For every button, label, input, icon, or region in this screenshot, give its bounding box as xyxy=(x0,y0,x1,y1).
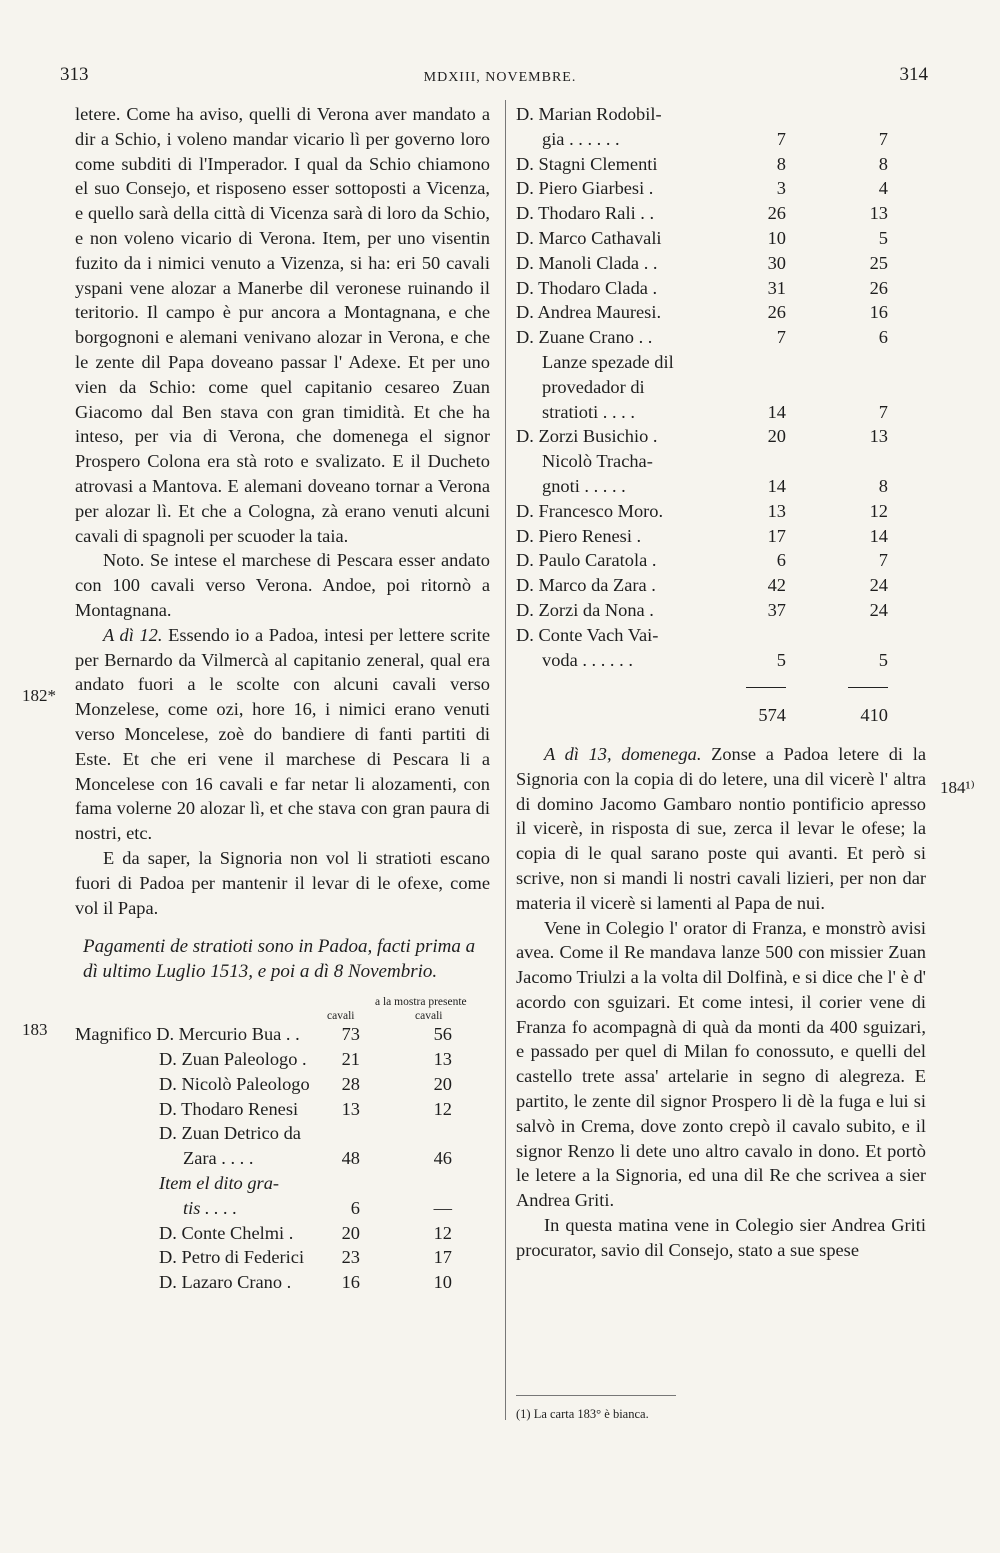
row-value-b xyxy=(796,375,926,400)
row-value-a xyxy=(746,375,796,400)
row-value-a: 13 xyxy=(341,1098,360,1119)
row-value-a: 21 xyxy=(341,1049,360,1070)
total-rule xyxy=(746,687,786,698)
row-value-b: 14 xyxy=(869,525,888,546)
table-row xyxy=(516,474,926,499)
footnote-rule xyxy=(516,1395,676,1396)
paragraph-text: E da saper, la Signoria non vol li stratioti escano fuori di Padoa per mantenir il levar di le ofexe, come vol il Papa. xyxy=(75,847,490,918)
table-row xyxy=(516,300,926,325)
row-value-a: 14 xyxy=(767,475,786,496)
row-value-b: 12 xyxy=(869,500,888,521)
table-row xyxy=(516,524,926,549)
total-row xyxy=(516,703,926,728)
row-value-a: 30 xyxy=(767,252,786,273)
table-row xyxy=(75,1196,490,1221)
row-value-b: 46 xyxy=(433,1148,452,1169)
row-value-a: 8 xyxy=(776,153,786,174)
row-value-a: 3 xyxy=(776,178,786,199)
left-page-number: 313 xyxy=(60,64,89,85)
column-header-cavali-presente: cavali xyxy=(415,1010,443,1023)
row-value-a: 17 xyxy=(767,525,786,546)
table-row xyxy=(516,102,926,127)
row-name: D. Andrea Mauresi. xyxy=(516,302,662,323)
row-name: Item el dito gra- xyxy=(159,1173,280,1194)
table-row xyxy=(75,1171,490,1196)
row-value-a xyxy=(746,102,796,127)
row-name: Lanze spezade dil xyxy=(542,351,674,372)
row-name: Zara . . . . xyxy=(183,1148,254,1169)
section-heading: Pagamenti de stratioti sono in Padoa, facti prima a dì ultimo Luglio 1513, e poi a dì 8 Novembrio. xyxy=(83,936,476,983)
row-value-a: 37 xyxy=(767,599,786,620)
paragraph-text: Essendo io a Padoa, intesi per lettere scrite per Bernardo da Vilmercà al capitanio zeneral, qual era andato fuori a le scolte con alcuni cavali verso Monzelese, come ozi, hore 16, i nimici erano venuti verso Moncelese, zoè do bandiere di fanti partiti di Este. Et che eri vene il marchese di Pescara li a Moncelese con 16 cavali e far netar li alozamenti, con fama volerne 20 alozar lì, et che stava con gran paura di nostri, etc. xyxy=(75,624,490,844)
row-name: D. Zuan Paleologo . xyxy=(159,1049,307,1070)
table-row xyxy=(75,1072,490,1097)
row-value-a xyxy=(325,1171,370,1196)
table-row xyxy=(516,449,926,474)
row-name: tis . . . . xyxy=(183,1197,238,1218)
row-value-b: 8 xyxy=(878,475,888,496)
row-value-b: 26 xyxy=(869,277,888,298)
row-value-a: 6 xyxy=(776,550,786,571)
row-name: D. Thodaro Rali . . xyxy=(516,203,655,224)
row-value-b: 56 xyxy=(433,1024,452,1045)
row-value-b: 13 xyxy=(869,203,888,224)
row-value-a: 20 xyxy=(767,426,786,447)
row-value-b: 24 xyxy=(869,575,888,596)
row-value-a xyxy=(746,449,796,474)
row-value-b xyxy=(370,1121,490,1146)
table-row xyxy=(75,1146,490,1171)
row-value-b xyxy=(796,449,926,474)
row-value-b: 24 xyxy=(869,599,888,620)
row-name: D. Thodaro Clada . xyxy=(516,277,658,298)
row-name: D. Zorzi da Nona . xyxy=(516,599,654,620)
table-row xyxy=(75,1047,490,1072)
row-value-a: 6 xyxy=(350,1197,360,1218)
row-value-b: 8 xyxy=(878,153,888,174)
row-value-a: 26 xyxy=(767,203,786,224)
table-row xyxy=(516,375,926,400)
row-name: D. Zuan Detrico da xyxy=(159,1123,301,1144)
table-row xyxy=(516,251,926,276)
row-name: gnoti . . . . . xyxy=(542,475,626,496)
table-row xyxy=(516,548,926,573)
column-header-mostra: a la mostra presente xyxy=(375,996,467,1009)
row-name: D. Petro di Federici xyxy=(159,1247,305,1268)
row-value-b: 25 xyxy=(869,252,888,273)
row-name: D. Zorzi Busichio . xyxy=(516,426,658,447)
table-row xyxy=(516,400,926,425)
table-row xyxy=(516,573,926,598)
table-row xyxy=(516,127,926,152)
paragraph xyxy=(75,548,490,622)
margin-note-184: 184¹⁾ xyxy=(940,778,975,797)
total-rule-row xyxy=(516,672,926,703)
table-row xyxy=(75,1121,490,1146)
row-name: D. Piero Renesi . xyxy=(516,525,642,546)
row-value-a xyxy=(746,350,796,375)
row-value-b xyxy=(796,623,926,648)
table-row xyxy=(75,1221,490,1246)
table-row xyxy=(516,623,926,648)
row-name: D. Conte Vach Vai- xyxy=(516,624,659,645)
table-row xyxy=(516,325,926,350)
row-value-b: 12 xyxy=(433,1098,452,1119)
row-value-a: 20 xyxy=(341,1222,360,1243)
row-value-b: 12 xyxy=(433,1222,452,1243)
table-row xyxy=(516,424,926,449)
paragraph xyxy=(516,916,926,1214)
row-value-b xyxy=(370,1171,490,1196)
row-name: D. Conte Chelmi . xyxy=(159,1222,294,1243)
table-row xyxy=(516,350,926,375)
row-value-b: 5 xyxy=(878,649,888,670)
row-value-b: 16 xyxy=(869,302,888,323)
row-value-b: 13 xyxy=(869,426,888,447)
right-column xyxy=(516,102,926,1263)
table-row xyxy=(75,1245,490,1270)
row-value-a: 28 xyxy=(341,1073,360,1094)
row-value-b: 17 xyxy=(433,1247,452,1268)
table-row xyxy=(516,226,926,251)
row-name: gia . . . . . . xyxy=(542,128,620,149)
row-value-b xyxy=(796,102,926,127)
table-row xyxy=(516,201,926,226)
date-lead: A dì 12. xyxy=(103,624,163,645)
table-row xyxy=(516,152,926,177)
row-value-a: 7 xyxy=(776,128,786,149)
row-name: Magnifico D. Mercurio Bua . . xyxy=(75,1024,300,1045)
row-value-a: 26 xyxy=(767,302,786,323)
row-value-a: 73 xyxy=(341,1024,360,1045)
margin-note-183: 183 xyxy=(22,1020,48,1039)
row-value-a: 5 xyxy=(776,649,786,670)
paragraph xyxy=(75,846,490,920)
paragraph xyxy=(75,623,490,846)
total-b: 410 xyxy=(860,705,888,726)
row-name: D. Paulo Caratola . xyxy=(516,550,657,571)
row-name: D. Francesco Moro. xyxy=(516,500,664,521)
row-name: D. Marian Rodobil- xyxy=(516,104,662,124)
row-value-a: 7 xyxy=(776,327,786,348)
row-name: D. Piero Giarbesi . xyxy=(516,178,654,199)
margin-note-182: 182* xyxy=(22,686,56,705)
paragraph xyxy=(75,102,490,548)
row-value-b: — xyxy=(433,1197,452,1218)
payment-table-right xyxy=(516,102,926,728)
table-row xyxy=(516,176,926,201)
column-header-cavali: cavali xyxy=(327,1010,355,1023)
row-name: D. Stagni Clementi xyxy=(516,153,658,174)
column-divider xyxy=(505,100,506,1420)
row-value-b: 20 xyxy=(433,1073,452,1094)
paragraph-text: In questa matina vene in Colegio sier Andrea Griti procurator, savio dil Consejo, stato a sue spese xyxy=(516,1215,926,1260)
footnote: (1) La carta 183° è bianca. xyxy=(516,1407,649,1421)
row-name: stratioti . . . . xyxy=(542,401,635,422)
payment-table-left xyxy=(75,1022,490,1295)
paragraph-text: Noto. Se intese el marchese di Pescara esser andato con 100 cavali verso Verona. Andoe, poi ritornò a Montagnana. xyxy=(75,550,490,620)
running-header: MDXIII, NOVEMBRE. xyxy=(423,70,577,85)
table-row xyxy=(516,648,926,673)
row-value-a: 16 xyxy=(341,1272,360,1293)
right-page-number: 314 xyxy=(899,64,928,85)
row-name: D. Marco Cathavali xyxy=(516,227,662,248)
row-value-a: 10 xyxy=(767,227,786,248)
total-rule xyxy=(848,687,888,698)
row-value-b: 7 xyxy=(878,128,888,149)
row-value-a xyxy=(325,1121,370,1146)
row-value-a xyxy=(746,623,796,648)
row-name: D. Zuane Crano . . xyxy=(516,327,653,348)
row-value-b: 7 xyxy=(878,401,888,422)
row-value-b: 5 xyxy=(878,227,888,248)
row-value-b: 13 xyxy=(433,1049,452,1070)
row-name: provedador di xyxy=(542,376,645,397)
row-value-b: 6 xyxy=(878,327,888,348)
row-name: D. Manoli Clada . . xyxy=(516,252,658,273)
paragraph xyxy=(516,1213,926,1263)
row-value-b: 4 xyxy=(878,178,888,199)
row-value-a: 31 xyxy=(767,277,786,298)
table-row xyxy=(516,276,926,301)
row-value-b xyxy=(796,350,926,375)
table-row xyxy=(516,598,926,623)
row-name: voda . . . . . . xyxy=(542,649,633,670)
row-value-a: 14 xyxy=(767,401,786,422)
paragraph-text: letere. Come ha aviso, quelli di Verona aver mandato a dir a Schio, i voleno mandar vicario lì per governo loro come subditi di l'Imperador. I qual da Schio chiamono el suo Consejo, et risposeno esser sottoposti a Vicenza, e quello sarà della città di Vicenza sarà di loro da Schio, e non voleno vicario di Verona. Item, per uno visentin fuzito da i nimici venuto a Vizenza, si ha: eri 50 cavali yspani vene alozar a Manerbe dil veronese ruinando il teritorio. Il campo è pur ancora a Montagnana, e che borgognoni e alemani venivano alozar in Verona, e che le zente dil Papa doveano passar l' Adexe. Et per uno vien da Schio: come quel capitanio cesareo Zuan Giacomo dal Ben stava con gran timidità. Et che ha inteso, per via di Verona, che domenega el signor Prospero Colona era stà roto e svalizato. E il Ducheto atrovasi a Mantova. E alemani doveano tornar a Verona per alozar lì. Et che a Cologna, zà erano venuti alcuni cavali di spagnoli per scuoder la taia. xyxy=(75,104,490,546)
row-value-a: 23 xyxy=(341,1247,360,1268)
row-value-b: 7 xyxy=(878,550,888,571)
row-value-a: 13 xyxy=(767,500,786,521)
total-a: 574 xyxy=(758,705,786,726)
row-value-a: 48 xyxy=(341,1148,360,1169)
table-row xyxy=(516,499,926,524)
row-name: D. Lazaro Crano . xyxy=(159,1272,292,1293)
table-row xyxy=(75,1270,490,1295)
row-name: D. Marco da Zara . xyxy=(516,575,656,596)
paragraph-text: Zonse a Padoa letere di la Signoria con la copia di do letere, una dil vicerè l' altra di domino Jacomo Gambaro nontio pontificio apresso il vicerè, in risposta di sue, zerca il levar le ofese; la copia di le qual sarano poste qui avanti. Et però si scrive, non si mandi li nostri cavali lizieri, per non dar materia il vicerè si lamenti al Papa de nui. xyxy=(516,743,927,913)
paragraph xyxy=(516,742,926,916)
left-column xyxy=(75,102,490,1295)
date-lead: A dì 13, domenega. xyxy=(544,743,702,764)
row-name: D. Nicolò Paleologo xyxy=(159,1073,310,1094)
row-value-a: 42 xyxy=(767,575,786,596)
row-value-b: 10 xyxy=(433,1272,452,1293)
row-name: Nicolò Tracha- xyxy=(542,451,653,472)
table-header xyxy=(75,988,490,1022)
table-row xyxy=(75,1097,490,1122)
row-name: D. Thodaro Renesi xyxy=(159,1098,299,1119)
paragraph-text: Vene in Colegio l' orator di Franza, e monstrò avisi avea. Come il Re mandava lanze 500 con missier Zuan Jacomo Triulzi a la volta dil Dolfinà, e si dice che l' è d' acordo con sguizari. Et come intesi, il corier vene di Franza fo acompagnà di quà da monti da 400 sguizari, e passado per quel di Milan fo conossuto, e quelli del castello trete assa' artelarie in segno di alegreza. E partito, le zente dil signor Prospero li dè la fuga e lui si salvò in Crema, dove zonto crepò il cavalo subito, e il signor Renzo li dete uno altro cavalo in dono. Et portò le letere a la Signoria, ed una dil Re che scrivea a sier Andrea Griti. xyxy=(516,917,926,1211)
